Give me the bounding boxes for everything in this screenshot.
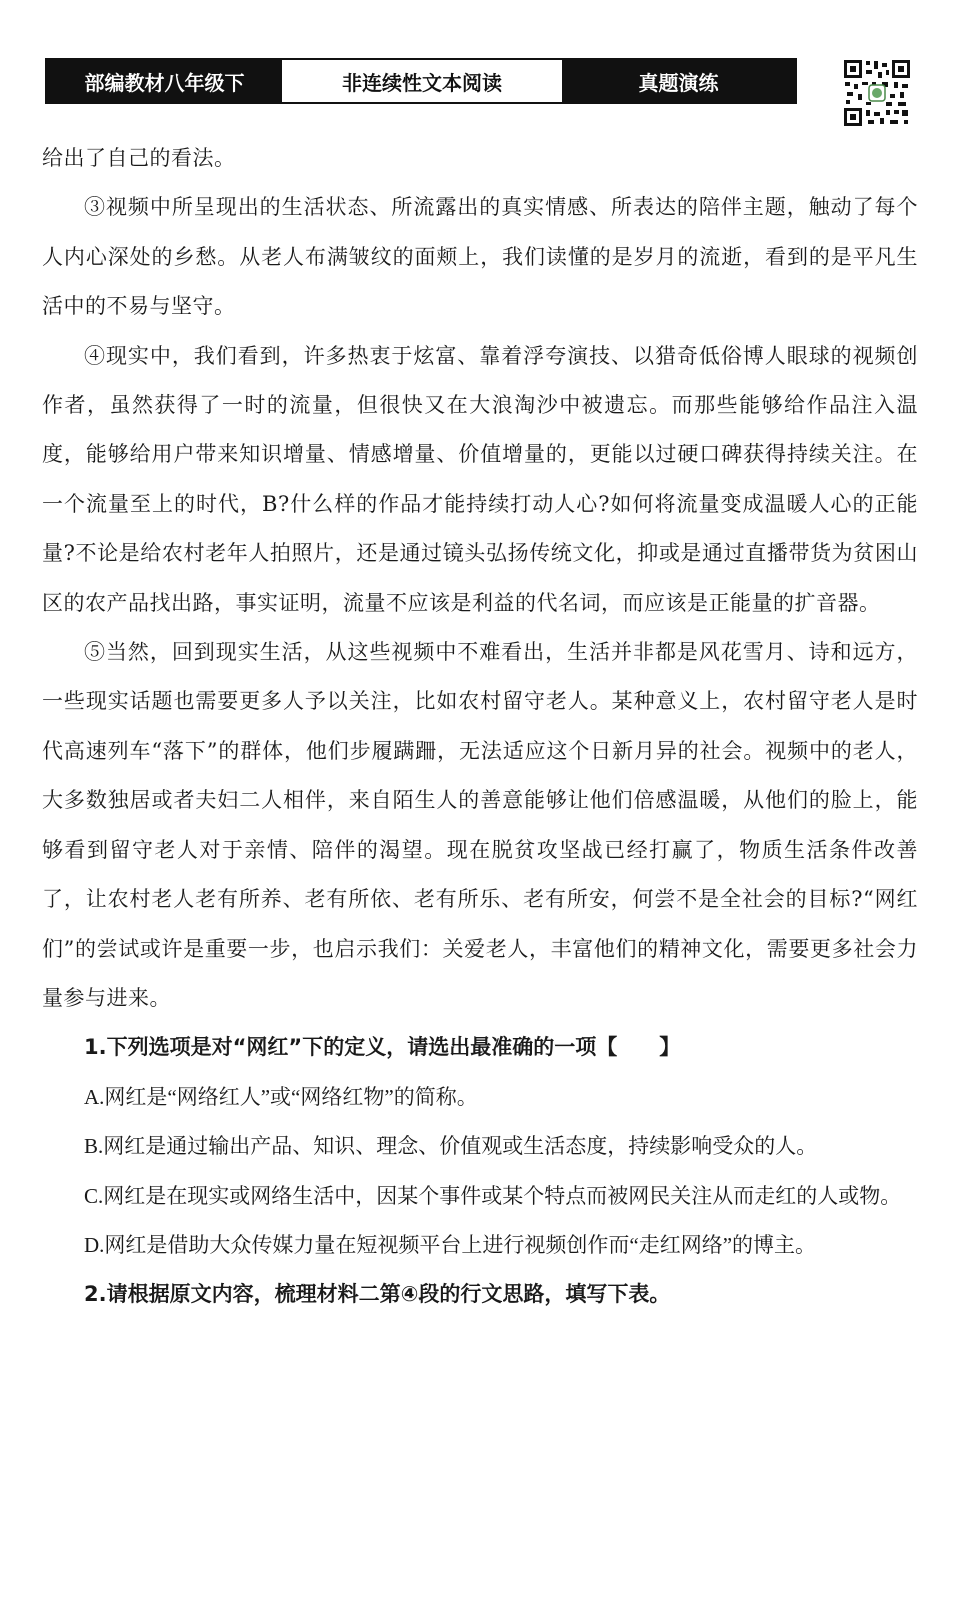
- paragraph-5: ⑤当然，回到现实生活，从这些视频中不难看出，生活并非都是风花雪月、诗和远方，一些现实话题也需要更多人予以关注，比如农村留守老人。某种意义上，农村留守老人是时代高速列车“落下”的群体，他们步履蹒跚，无法适应这个日新月异的社会。视频中的老人，大多数独居或者夫妇二人相伴，来自陌生人的善意能够让他们倍感温暖，从他们的脸上，能够看到留守老人对于亲情、陪伴的渴望。现在脱贫攻坚战已经打赢了，物质生活条件改善了，让农村老人老有所养、老有所依、老有所乐、老有所安，何尝不是全社会的目标?“网红们”的尝试或许是重要一步，也启示我们：关爱老人，丰富他们的精神文化，需要更多社会力量参与进来。: [42, 640, 918, 1010]
- page-header: [45, 58, 797, 104]
- header-textbook-label: 部编教材八年级下: [47, 60, 282, 102]
- header-section-label: 非连续性文本阅读: [282, 60, 562, 102]
- paragraph-3: ③视频中所呈现出的生活状态、所流露出的真实情感、所表达的陪伴主题，触动了每个人内心深处的乡愁。从老人布满皱纹的面颊上，我们读懂的是岁月的流逝，看到的是平凡生活中的不易与坚守。: [42, 195, 918, 319]
- question-1-option-b: B.网红是通过输出产品、知识、理念、价值观或生活态度，持续影响受众的人。: [84, 1134, 818, 1159]
- question-1-option-a: A.网红是“网络红人”或“网络红物”的简称。: [84, 1084, 478, 1109]
- question-1-stem: 1.下列选项是对“网红”下的定义，请选出最准确的一项【 】: [84, 1035, 681, 1060]
- qr-code-icon: [842, 58, 912, 128]
- article-body: [42, 134, 918, 1320]
- question-1-option-c: C.网红是在现实或网络生活中，因某个事件或某个特点而被网民关注从而走红的人或物。: [84, 1183, 902, 1208]
- question-1-option-d: D.网红是借助大众传媒力量在短视频平台上进行视频创作而“走红网络”的博主。: [84, 1232, 817, 1257]
- question-2-stem: 2.请根据原文内容，梳理材料二第④段的行文思路，填写下表。: [84, 1282, 671, 1307]
- paragraph-4: ④现实中，我们看到，许多热衷于炫富、靠着浮夸演技、以猎奇低俗博人眼球的视频创作者，虽然获得了一时的流量，但很快又在大浪淘沙中被遗忘。而那些能够给作品注入温度，能够给用户带来知识增量、情感增量、价值增量的，更能以过硬口碑获得持续关注。在一个流量至上的时代，B?什么样的作品才能持续打动人心?如何将流量变成温暖人心的正能量?不论是给农村老年人拍照片，还是通过镜头弘扬传统文化，抑或是通过直播带货为贫困山区的农产品找出路，事实证明，流量不应该是利益的代名词，而应该是正能量的扩音器。: [42, 343, 918, 615]
- header-practice-label: 真题演练: [562, 60, 795, 102]
- paragraph-continued: 给出了自己的看法。: [42, 146, 236, 170]
